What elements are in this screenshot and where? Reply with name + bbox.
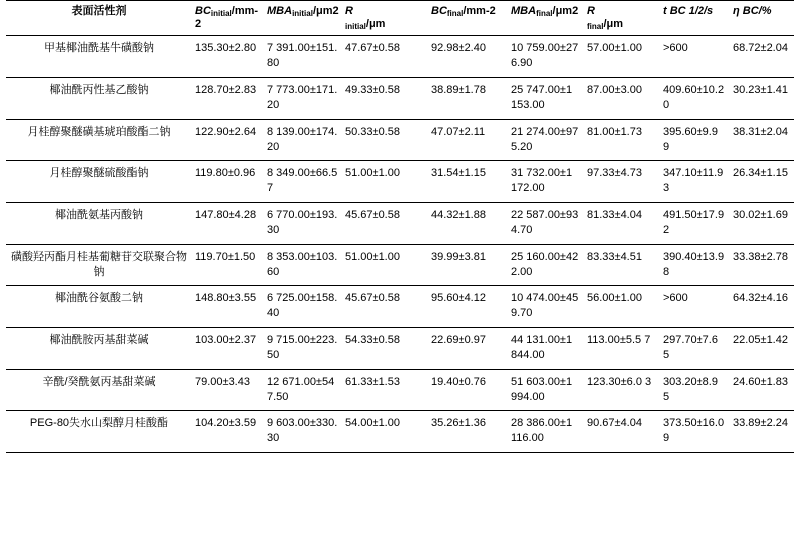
table-row — [6, 36, 794, 78]
column-header-bc-final-subscript: final — [446, 9, 464, 18]
table-body — [6, 36, 794, 453]
column-header-tbc — [660, 1, 730, 36]
cell-ravg-final: 83.33±4.51 — [584, 244, 660, 286]
cell-bc-initial: 119.80±0.96 — [192, 161, 264, 203]
cell-ravg-final: 81.00±1.73 — [584, 119, 660, 161]
column-header-ravg-initial-unit: /μm — [365, 17, 386, 30]
cell-mba-final: 21 274.00±975.20 — [508, 119, 584, 161]
table-header — [6, 1, 794, 36]
cell-mba-initial: 6 770.00±193.30 — [264, 203, 342, 245]
cell-ravg-final: 97.33±4.73 — [584, 161, 660, 203]
cell-surfactant-name: 月桂醇聚醚磺基琥珀酸酯二钠 — [6, 119, 192, 161]
cell-bc-final: 22.69±0.97 — [428, 328, 508, 370]
column-header-bc-final-unit: /mm-2 — [463, 5, 496, 17]
cell-mba-initial: 8 353.00±103.60 — [264, 244, 342, 286]
cell-ravg-final: 90.67±4.04 — [584, 411, 660, 453]
cell-mba-initial: 9 715.00±223.50 — [264, 328, 342, 370]
cell-tbc: 390.40±13.98 — [660, 244, 730, 286]
column-header-ravg-initial — [342, 1, 428, 36]
cell-ravg-final: 113.00±5.5 7 — [584, 328, 660, 370]
column-header-mba-final-unit: /μm2 — [552, 5, 579, 17]
cell-eta-bc: 26.34±1.15 — [730, 161, 794, 203]
cell-tbc: 409.60±10.20 — [660, 77, 730, 119]
cell-eta-bc: 30.02±1.69 — [730, 203, 794, 245]
column-header-mba-final-symbol: MBA — [511, 5, 537, 17]
table-row — [6, 161, 794, 203]
cell-bc-initial: 147.80±4.28 — [192, 203, 264, 245]
cell-ravg-final: 87.00±3.00 — [584, 77, 660, 119]
table-row — [6, 411, 794, 453]
surfactant-data-table — [6, 0, 794, 453]
cell-bc-final: 35.26±1.36 — [428, 411, 508, 453]
table-row — [6, 369, 794, 411]
cell-surfactant-name: 椰油酰丙性基乙酸钠 — [6, 77, 192, 119]
column-header-eta-bc — [730, 1, 794, 36]
cell-surfactant-name: 甲基椰油酰基牛磺酸钠 — [6, 36, 192, 78]
cell-tbc: 395.60±9.9 9 — [660, 119, 730, 161]
cell-tbc: >600 — [660, 286, 730, 328]
cell-bc-initial: 79.00±3.43 — [192, 369, 264, 411]
column-header-bc-initial-subscript: initial — [210, 9, 232, 18]
cell-bc-initial: 122.90±2.64 — [192, 119, 264, 161]
column-header-eta-bc-label: η BC/% — [733, 5, 772, 17]
column-header-ravg-initial-subscript: initial — [345, 21, 366, 31]
cell-bc-final: 95.60±4.12 — [428, 286, 508, 328]
cell-tbc: 297.70±7.6 5 — [660, 328, 730, 370]
cell-bc-final: 47.07±2.11 — [428, 119, 508, 161]
cell-bc-initial: 103.00±2.37 — [192, 328, 264, 370]
cell-ravg-initial: 47.67±0.58 — [342, 36, 428, 78]
cell-mba-final: 22 587.00±934.70 — [508, 203, 584, 245]
cell-bc-final: 44.32±1.88 — [428, 203, 508, 245]
cell-mba-initial: 7 391.00±151.80 — [264, 36, 342, 78]
cell-ravg-initial: 51.00±1.00 — [342, 244, 428, 286]
cell-eta-bc: 38.31±2.04 — [730, 119, 794, 161]
cell-mba-final: 31 732.00±1 172.00 — [508, 161, 584, 203]
cell-mba-final: 28 386.00±1 116.00 — [508, 411, 584, 453]
cell-bc-final: 38.89±1.78 — [428, 77, 508, 119]
cell-eta-bc: 33.38±2.78 — [730, 244, 794, 286]
column-header-bc-final — [428, 1, 508, 36]
cell-tbc: >600 — [660, 36, 730, 78]
cell-bc-initial: 148.80±3.55 — [192, 286, 264, 328]
cell-eta-bc: 30.23±1.41 — [730, 77, 794, 119]
cell-surfactant-name: 椰油酰氨基丙酸钠 — [6, 203, 192, 245]
table-row — [6, 286, 794, 328]
cell-bc-final: 31.54±1.15 — [428, 161, 508, 203]
column-header-bc-final-symbol: BC — [431, 5, 447, 17]
table-row — [6, 203, 794, 245]
cell-bc-final: 39.99±3.81 — [428, 244, 508, 286]
cell-mba-initial: 8 349.00±66.57 — [264, 161, 342, 203]
cell-bc-initial: 135.30±2.80 — [192, 36, 264, 78]
cell-ravg-final: 123.30±6.0 3 — [584, 369, 660, 411]
cell-ravg-initial: 61.33±1.53 — [342, 369, 428, 411]
cell-ravg-initial: 49.33±0.58 — [342, 77, 428, 119]
cell-bc-initial: 128.70±2.83 — [192, 77, 264, 119]
cell-eta-bc: 22.05±1.42 — [730, 328, 794, 370]
cell-ravg-final: 57.00±1.00 — [584, 36, 660, 78]
cell-mba-final: 10 474.00±459.70 — [508, 286, 584, 328]
cell-surfactant-name: 月桂醇聚醚硫酸酯钠 — [6, 161, 192, 203]
cell-mba-final: 25 160.00±422.00 — [508, 244, 584, 286]
column-header-ravg-final-subscript: final — [587, 21, 604, 31]
cell-surfactant-name: 辛酰/癸酰氨丙基甜菜碱 — [6, 369, 192, 411]
cell-bc-initial: 119.70±1.50 — [192, 244, 264, 286]
cell-bc-final: 92.98±2.40 — [428, 36, 508, 78]
cell-mba-initial: 8 139.00±174.20 — [264, 119, 342, 161]
column-header-mba-initial-subscript: initial — [292, 9, 313, 18]
table-row — [6, 244, 794, 286]
column-header-ravg-final-symbol: R — [587, 5, 595, 17]
column-header-ravg-final — [584, 1, 660, 36]
column-header-ravg-final-unit: /μm — [603, 17, 624, 30]
cell-eta-bc: 24.60±1.83 — [730, 369, 794, 411]
cell-ravg-initial: 50.33±0.58 — [342, 119, 428, 161]
cell-ravg-initial: 45.67±0.58 — [342, 203, 428, 245]
column-header-mba-final — [508, 1, 584, 36]
table-row — [6, 77, 794, 119]
table-row — [6, 328, 794, 370]
cell-eta-bc: 68.72±2.04 — [730, 36, 794, 78]
column-header-bc-initial-unit: /mm-2 — [195, 5, 259, 30]
cell-eta-bc: 64.32±4.16 — [730, 286, 794, 328]
column-header-bc-initial-symbol: BC — [195, 5, 211, 17]
table-header-row — [6, 1, 794, 36]
column-header-mba-initial-symbol: MBA — [267, 5, 293, 17]
cell-ravg-final: 56.00±1.00 — [584, 286, 660, 328]
cell-tbc: 373.50±16.09 — [660, 411, 730, 453]
cell-tbc: 347.10±11.93 — [660, 161, 730, 203]
cell-mba-initial: 7 773.00±171.20 — [264, 77, 342, 119]
cell-mba-final: 44 131.00±1 844.00 — [508, 328, 584, 370]
column-header-mba-initial-unit: /μm2 — [312, 5, 339, 17]
cell-mba-final: 51 603.00±1 994.00 — [508, 369, 584, 411]
cell-mba-final: 10 759.00±276.90 — [508, 36, 584, 78]
column-header-mba-initial — [264, 1, 342, 36]
column-header-tbc-label: t BC 1/2/s — [663, 5, 714, 17]
table-row — [6, 119, 794, 161]
cell-bc-final: 19.40±0.76 — [428, 369, 508, 411]
cell-mba-final: 25 747.00±1 153.00 — [508, 77, 584, 119]
column-header-ravg-initial-symbol: R — [345, 5, 353, 17]
cell-ravg-initial: 54.00±1.00 — [342, 411, 428, 453]
column-header-surfactant — [6, 1, 192, 36]
cell-tbc: 491.50±17.92 — [660, 203, 730, 245]
cell-surfactant-name: 椰油酰胺丙基甜菜碱 — [6, 328, 192, 370]
column-header-surfactant-label: 表面活性剂 — [71, 5, 127, 17]
cell-ravg-final: 81.33±4.04 — [584, 203, 660, 245]
cell-ravg-initial: 54.33±0.58 — [342, 328, 428, 370]
cell-surfactant-name: 椰油酰谷氨酸二钠 — [6, 286, 192, 328]
cell-mba-initial: 12 671.00±547.50 — [264, 369, 342, 411]
cell-mba-initial: 9 603.00±330.30 — [264, 411, 342, 453]
cell-surfactant-name: PEG-80失水山梨醇月桂酸酯 — [6, 411, 192, 453]
cell-bc-initial: 104.20±3.59 — [192, 411, 264, 453]
column-header-mba-final-subscript: final — [536, 9, 553, 18]
cell-eta-bc: 33.89±2.24 — [730, 411, 794, 453]
column-header-bc-initial — [192, 1, 264, 36]
cell-mba-initial: 6 725.00±158.40 — [264, 286, 342, 328]
cell-tbc: 303.20±8.9 5 — [660, 369, 730, 411]
cell-surfactant-name: 磺酸羟丙酯月桂基葡糖苷交联聚合物钠 — [6, 244, 192, 286]
cell-ravg-initial: 45.67±0.58 — [342, 286, 428, 328]
cell-ravg-initial: 51.00±1.00 — [342, 161, 428, 203]
